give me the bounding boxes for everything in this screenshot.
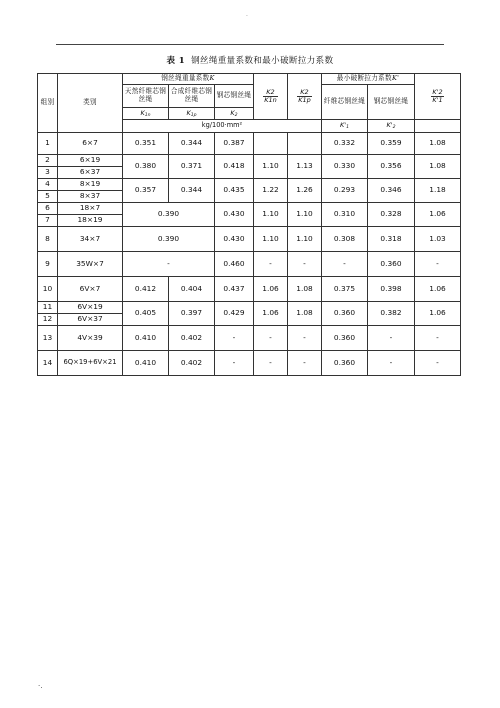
header-steel-core-2: 钢芯钢丝绳 [368, 85, 415, 120]
header-group-no: 组别 [38, 74, 58, 133]
header-rule [56, 44, 444, 45]
table-row: 1 6×7 0.351 0.344 0.387 0.332 0.359 1.08 [38, 133, 461, 155]
table-row: 4 8×19 0.357 0.344 0.435 1.22 1.26 0.293 0.346 1.18 [38, 179, 461, 191]
header-kp1: $K'_1$ [322, 120, 368, 133]
table-row: 11 6V×19 0.405 0.397 0.429 1.06 1.08 0.360 0.382 1.06 [38, 302, 461, 314]
header-steel-core: 钢芯钢丝绳 [215, 85, 254, 108]
header-category: 类别 [58, 74, 123, 133]
header-min-break-coef: 最小破断拉力系数K' [322, 74, 415, 85]
caption-number: 表 1 [166, 56, 186, 66]
table-row: 8 34×7 0.390 0.430 1.10 1.10 0.308 0.318 1.03 [38, 227, 461, 252]
header-k2: $K_2$ [215, 108, 254, 120]
table-row: 12 6V×37 [38, 314, 461, 326]
header-ratio-spacer [415, 120, 461, 133]
table-row: 14 6Q×19+6V×21 0.410 0.402 - - - 0.360 - - [38, 351, 461, 376]
table-row: 3 6×37 [38, 167, 461, 179]
table-caption [0, 54, 500, 66]
caption-title: 钢丝绳重量系数和最小破断拉力系数 [191, 56, 334, 66]
table-row: 10 6V×7 0.412 0.404 0.437 1.06 1.08 0.375 0.398 1.06 [38, 277, 461, 302]
header-fiber-core: 纤维芯钢丝绳 [322, 85, 368, 120]
coefficient-table [37, 73, 461, 376]
page-top-mark: · [246, 13, 248, 20]
header-kp2: $K'_2$ [368, 120, 415, 133]
header-unit: kg/100·mm² [123, 120, 322, 133]
table-row: 6 18×7 0.390 0.430 1.10 1.10 0.310 0.328 1.06 [38, 203, 461, 215]
page-bottom-mark: ·. [38, 682, 43, 690]
table-row: 9 35W×7 - 0.460 - - - 0.360 - [38, 252, 461, 277]
header-k1n: $K_{1n}$ [123, 108, 169, 120]
table-row: 13 4V×39 0.410 0.402 - - - 0.360 - - [38, 326, 461, 351]
table-row: 2 6×19 0.380 0.371 0.418 1.10 1.13 0.330 0.356 1.08 [38, 155, 461, 167]
table-row: 7 18×19 [38, 215, 461, 227]
header-ratio-k2-k1n: $\frac{K2}{K1n}$ [254, 74, 288, 120]
table-row: 5 8×37 [38, 191, 461, 203]
header-synthetic-fiber: 合成纤维芯钢丝绳 [169, 85, 215, 108]
header-ratio-k2-k1p: $\frac{K2}{K1p}$ [288, 74, 322, 120]
header-k1p: $K_{1p}$ [169, 108, 215, 120]
header-natural-fiber: 天然纤维芯钢丝绳 [123, 85, 169, 108]
header-weight-coef: 钢丝绳重量系数K [123, 74, 254, 85]
header-ratio-kp2-kp1: $\frac{K'2}{K'1}$ [415, 74, 461, 120]
